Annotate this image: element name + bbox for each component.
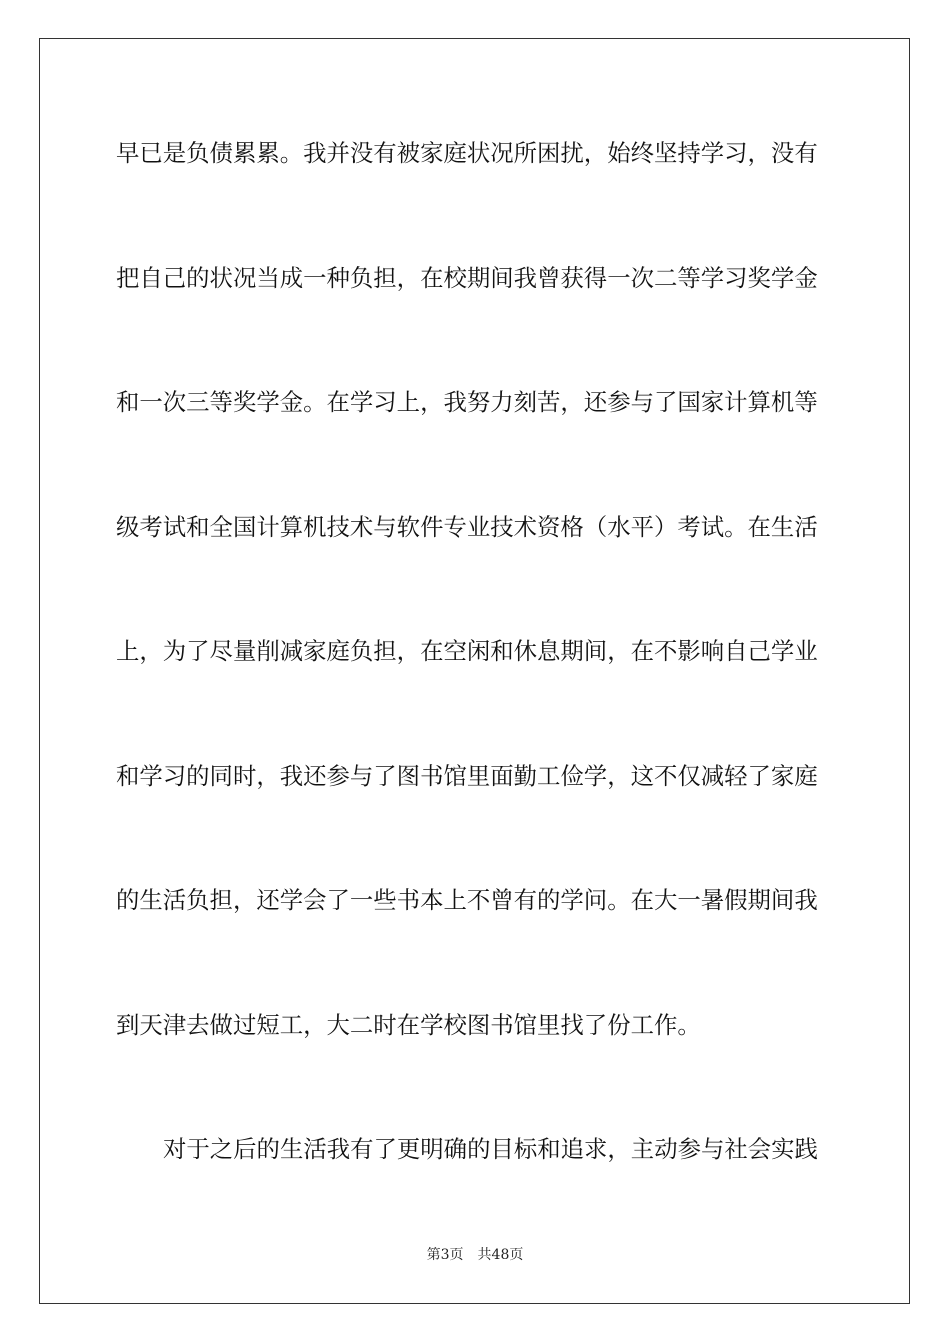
text-line: 和学习的同时，我还参与了图书馆里面勤工俭学，这不仅减轻了家庭: [116, 761, 818, 790]
text-line: 到天津去做过短工，大二时在学校图书馆里找了份工作。: [116, 1010, 701, 1039]
text-line: 上，为了尽量削减家庭负担，在空闲和休息期间，在不影响自己学业: [116, 637, 818, 665]
document-body: [116, 125, 832, 1246]
text-line: 把自己的状况当成一种负担，在校期间我曾获得一次二等学习奖学金: [116, 263, 818, 292]
text-line: 和一次三等奖学金。在学习上，我努力刻苦，还参与了国家计算机等: [116, 388, 818, 416]
paragraph-start-line: 对于之后的生活我有了更明确的目标和追求，主动参与社会实践: [163, 1135, 818, 1163]
text-line: 早已是负债累累。我并没有被家庭状况所困扰，始终坚持学习，没有: [116, 139, 818, 167]
page-footer: [0, 1245, 950, 1265]
text-line: 级考试和全国计算机技术与软件专业技术资格（水平）考试。在生活: [116, 512, 818, 541]
text-line: 的生活负担，还学会了一些书本上不曾有的学问。在大一暑假期间我: [116, 886, 818, 914]
current-page-number: 第3页: [426, 1247, 464, 1263]
total-page-count: 共48页: [477, 1247, 524, 1263]
